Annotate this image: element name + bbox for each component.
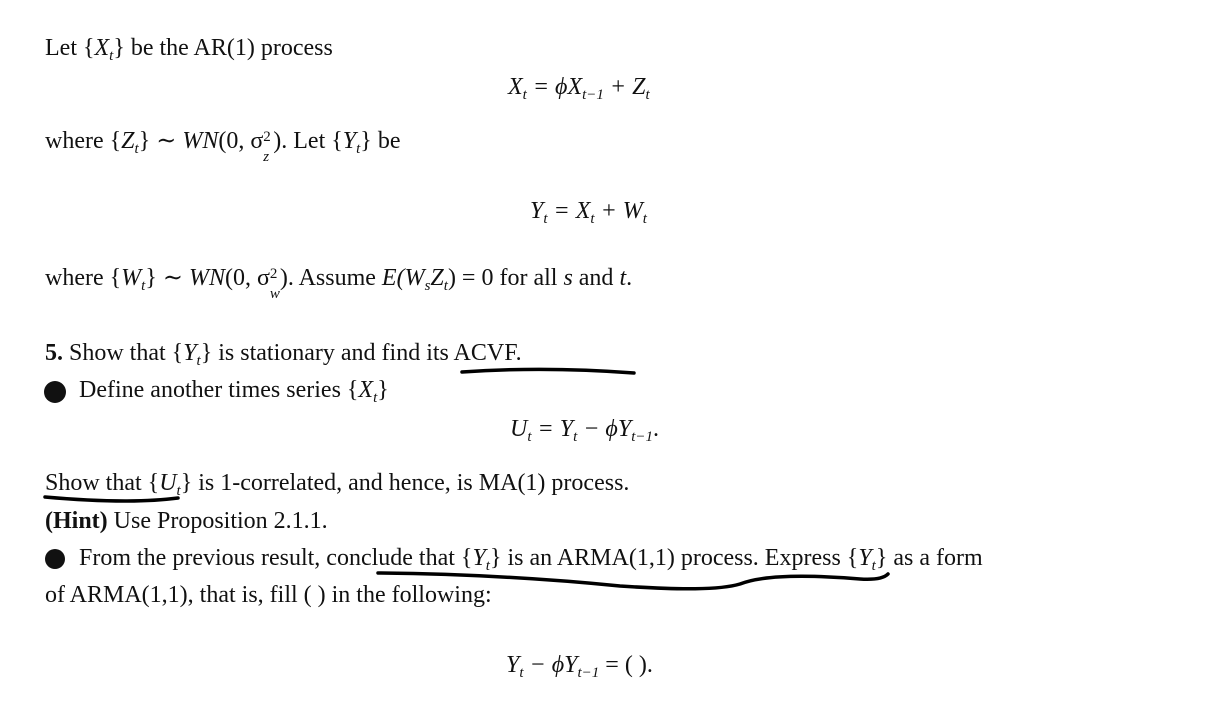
text: } xyxy=(377,377,389,403)
text: Show that { xyxy=(45,470,160,496)
sub: t xyxy=(871,558,876,574)
equation-ar1 xyxy=(508,72,650,102)
intro-line-3 xyxy=(45,263,633,302)
text: } be the AR(1) process xyxy=(113,35,333,61)
text: Use Proposition 2.1.1. xyxy=(107,508,328,534)
question-7-line-1 xyxy=(79,543,983,573)
text: ). Assume xyxy=(279,265,382,291)
text: } as a form xyxy=(875,545,983,571)
text: where { xyxy=(45,265,122,291)
sub: t xyxy=(373,390,378,406)
eq-term: + W xyxy=(594,198,643,224)
blot-mark-q6 xyxy=(44,381,66,403)
sup: 2 xyxy=(263,129,271,145)
var: E xyxy=(381,265,397,291)
intro-line-1 xyxy=(45,33,333,63)
sub: t xyxy=(141,278,146,294)
equation-arma xyxy=(506,650,653,680)
eq-term: U xyxy=(510,416,528,442)
hint-label: (Hint) xyxy=(45,508,108,534)
text: and xyxy=(572,265,620,291)
text: Show that { xyxy=(63,340,184,366)
eq-term: = Y xyxy=(531,416,574,442)
blot-mark-q7 xyxy=(45,549,65,569)
text: } is an ARMA(1,1) process. Express { xyxy=(489,545,859,571)
var: s xyxy=(563,265,573,291)
eq-sub: t−1 xyxy=(582,87,604,103)
eq-sub: t xyxy=(573,429,578,445)
var: t xyxy=(619,265,627,291)
text: Let { xyxy=(45,35,95,61)
question-6-intro xyxy=(79,375,389,405)
text: (0, σ xyxy=(218,128,264,154)
var: U xyxy=(159,470,177,496)
text: } is 1-correlated, and hence, is MA(1) process. xyxy=(180,470,630,496)
eq-term: X xyxy=(508,74,523,100)
equation-u xyxy=(510,414,659,444)
eq-sub: t xyxy=(543,211,548,227)
intro-line-2 xyxy=(45,126,401,165)
var: Y xyxy=(858,545,872,571)
eq-sub: t xyxy=(642,211,647,227)
eq-term: = ( ). xyxy=(599,652,653,678)
sub: w xyxy=(269,286,280,302)
sub: t xyxy=(485,558,490,574)
eq-term: + Z xyxy=(603,74,646,100)
text: } ∼ xyxy=(138,128,183,154)
sub: z xyxy=(263,149,270,165)
var: Z xyxy=(121,128,135,154)
text: ) = 0 for all xyxy=(447,265,564,291)
wn: WN xyxy=(182,128,219,154)
eq-sub: t xyxy=(519,665,524,681)
text: } be xyxy=(360,128,401,154)
eq-sub: t xyxy=(527,429,532,445)
eq-term: Y xyxy=(506,652,520,678)
eq-sub: t−1 xyxy=(631,429,653,445)
var: Y xyxy=(183,340,197,366)
sup: 2 xyxy=(269,266,278,282)
text: of ARMA(1,1), that is, fill ( ) in the following: xyxy=(45,582,492,608)
sub: t xyxy=(176,483,181,499)
var: Y xyxy=(472,545,486,571)
text: ). Let { xyxy=(273,128,343,154)
text: } ∼ xyxy=(145,265,189,291)
eq-term: − ϕY xyxy=(523,652,578,678)
eq-term: . xyxy=(653,416,659,442)
eq-sub: t xyxy=(590,211,595,227)
text: } is stationary and find its ACVF. xyxy=(200,340,522,366)
var: Z xyxy=(430,265,444,291)
text: where { xyxy=(45,128,122,154)
eq-sub: t xyxy=(645,87,650,103)
var: X xyxy=(358,377,374,403)
wn: WN xyxy=(188,265,225,291)
text: . xyxy=(626,265,633,291)
eq-sub: t xyxy=(522,87,527,103)
eq-term: − ϕY xyxy=(577,416,632,442)
eq-term: Y xyxy=(530,198,544,224)
text: Define another times series { xyxy=(79,377,359,403)
eq-term: = ϕX xyxy=(526,74,583,100)
sub: t xyxy=(443,278,448,294)
eq-sub: t−1 xyxy=(577,665,600,681)
sub: t xyxy=(134,141,139,157)
sub: t xyxy=(356,141,361,157)
question-6-show xyxy=(45,468,629,498)
sub: s xyxy=(424,278,431,294)
eq-term: = X xyxy=(547,198,591,224)
sub: t xyxy=(196,353,201,369)
underline-acvf xyxy=(462,369,634,373)
sigma-scripts xyxy=(269,266,280,302)
var: Y xyxy=(342,128,357,154)
text: From the previous result, conclude that { xyxy=(79,545,473,571)
var: X xyxy=(94,35,110,61)
question-5 xyxy=(45,338,522,368)
sub: t xyxy=(109,48,114,64)
var: W xyxy=(121,265,142,291)
question-7-line-2 xyxy=(45,580,492,610)
equation-y xyxy=(530,196,647,226)
var: (W xyxy=(396,265,425,291)
question-6-hint xyxy=(45,506,328,536)
question-number: 5. xyxy=(45,340,63,366)
sigma-scripts xyxy=(263,129,273,165)
text: (0, σ xyxy=(224,265,270,291)
